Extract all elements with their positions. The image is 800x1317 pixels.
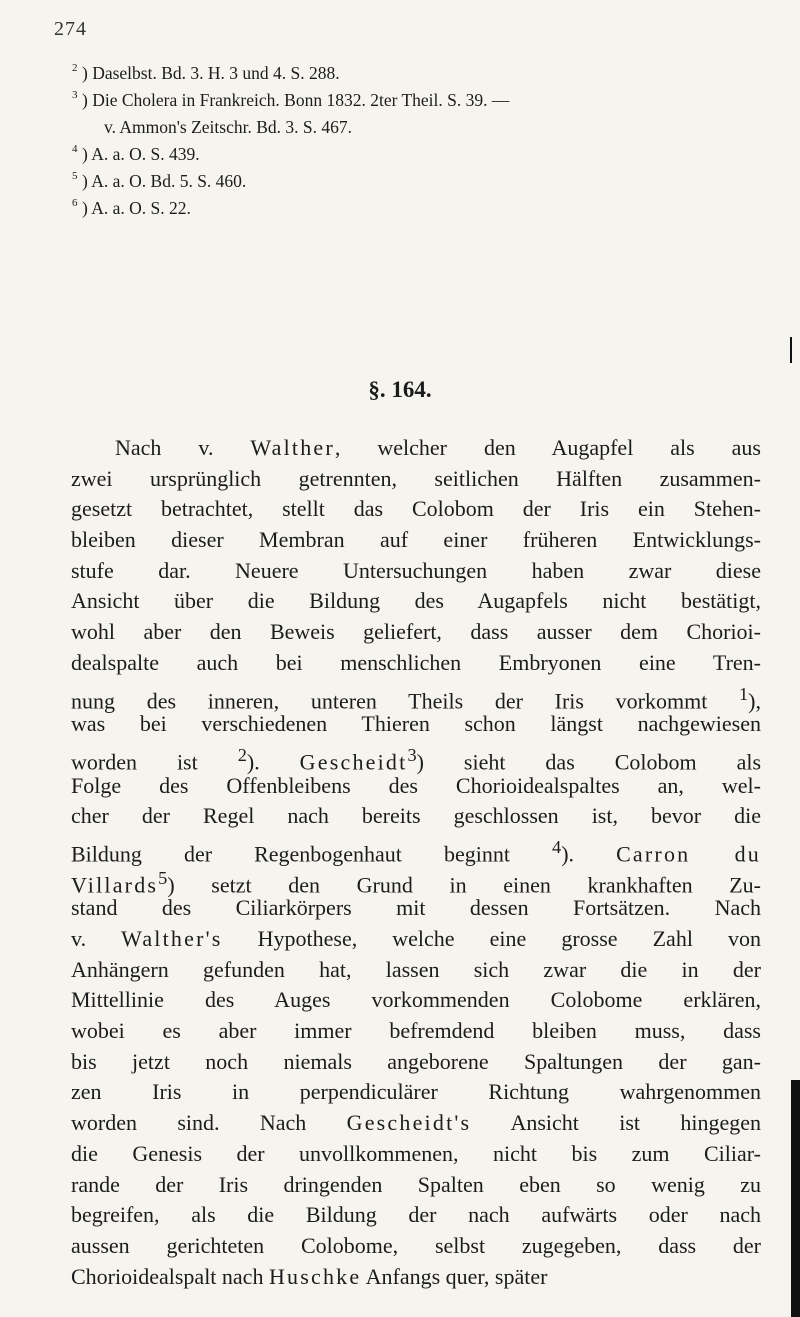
author-name: Villards <box>71 871 159 897</box>
author-name: Carron du <box>616 841 761 867</box>
text-line: Ansicht über die Bildung des Augapfels nicht bestätigt, <box>71 588 761 614</box>
author-name: Walther <box>250 435 335 460</box>
footnote-ref: 1 <box>739 683 749 704</box>
text-line: aussen gerichteten Colobome, selbst zugegeben, dass der <box>71 1232 761 1258</box>
text-line: zwei ursprünglich getrennten, seitlichen Hälften zusammen- <box>71 465 761 491</box>
text-line: nung des inneren, unteren Theils der Iris vorkommt $^1$), <box>71 683 761 713</box>
footnote-6: 6 ) A. a. O. S. 22. <box>72 197 191 218</box>
author-name: Gescheidt's <box>346 1110 472 1136</box>
text-line: wobei es aber immer befremdend bleiben muss, dass <box>71 1018 761 1044</box>
author-name: Walther's <box>121 926 223 951</box>
body-text <box>71 433 761 1292</box>
footnote-ref: 5 <box>158 867 168 888</box>
author-name: Gescheidt <box>299 749 408 775</box>
text-line: die Genesis der unvollkommenen, nicht bis zum Ciliar- <box>71 1140 761 1166</box>
text-line: dealspalte auch bei menschlichen Embryonen eine Tren- <box>71 649 761 675</box>
text-line: Villards$^5$) setzt den Grund in einen krankhaften Zu- <box>71 867 761 897</box>
text-line: gesetzt betrachtet, stellt das Colobom der Iris ein Stehen- <box>71 496 761 522</box>
text-line: was bei verschiedenen Thieren schon längst nachgewiesen <box>71 711 761 737</box>
footnotes <box>72 60 762 222</box>
text-line: worden ist $^2$). Gescheidt$^3$) sieht das Colobom als <box>71 744 762 775</box>
footnote-ref: 3 <box>407 744 417 765</box>
text-line: begreifen, als die Bildung der nach aufwärts oder nach <box>71 1202 761 1228</box>
text-line: rande der Iris dringenden Spalten eben so wenig zu <box>71 1171 761 1197</box>
edge-mark <box>790 337 792 363</box>
text-line: stufe dar. Neuere Untersuchungen haben zwar diese <box>71 557 761 583</box>
text-line: stand des Ciliarkörpers mit dessen Fortsätzen. Nach <box>71 895 761 921</box>
footnote-2: 2 ) Daselbst. Bd. 3. H. 3 und 4. S. 288. <box>72 62 340 83</box>
page-number: 274 <box>54 18 87 40</box>
text-line: Chorioidealspalt nach Huschke Anfangs quer, später <box>71 1263 548 1289</box>
text-line: v. Walther's Hypothese, welche eine grosse Zahl von <box>71 926 761 951</box>
text-line: Nach v. Walther, welcher den Augapfel als aus <box>115 435 761 460</box>
footnote-ref: 4 <box>552 836 562 857</box>
text-line: Anhängern gefunden hat, lassen sich zwar die in der <box>71 956 761 982</box>
section-heading: §. 164. <box>368 377 432 402</box>
footnote-ref: 2 <box>237 744 247 765</box>
footnote-4: 4 ) A. a. O. S. 439. <box>72 143 200 164</box>
footnote-3: 3 ) Die Cholera in Frankreich. Bonn 1832. 2ter Theil. S. 39. — <box>72 89 510 110</box>
text-line: worden sind. Nach Gescheidt's Ansicht ist hingegen <box>71 1110 761 1136</box>
text-line: cher der Regel nach bereits geschlossen ist, bevor die <box>71 803 761 829</box>
text-line: bis jetzt noch niemals angeborene Spaltungen der gan- <box>71 1048 761 1074</box>
text-line: bleiben dieser Membran auf einer früheren Entwicklungs- <box>71 527 761 553</box>
text-line: Folge des Offenbleibens des Chorioidealspaltes an, wel- <box>71 772 761 798</box>
footnote-3-continued: v. Ammon's Zeitschr. Bd. 3. S. 467. <box>104 117 352 137</box>
text-line: Mittellinie des Auges vorkommenden Colobome erklären, <box>71 987 761 1013</box>
text-line: Bildung der Regenbogenhaut beginnt $^4$). Carron du <box>71 836 761 867</box>
text-line: wohl aber den Beweis geliefert, dass ausser dem Chorioi- <box>71 619 761 645</box>
footnote-5: 5 ) A. a. O. Bd. 5. S. 460. <box>72 170 247 191</box>
page-edge-shadow <box>791 1080 800 1317</box>
text-line: zen Iris in perpendiculärer Richtung wahrgenommen <box>71 1079 761 1105</box>
author-name: Huschke <box>268 1263 362 1289</box>
